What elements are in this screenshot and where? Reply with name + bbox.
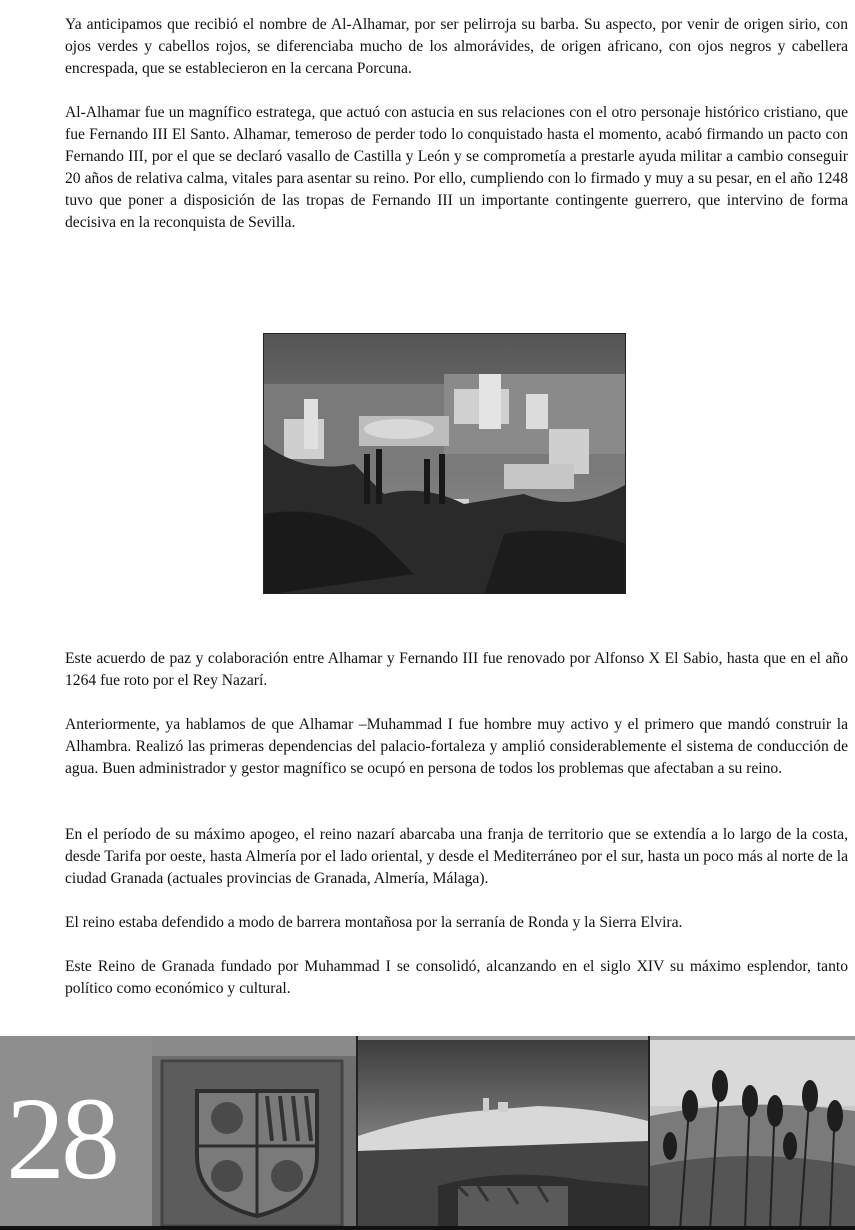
coat-of-arms-photo [152,1036,356,1230]
bottom-rule [0,1226,855,1230]
paragraph-4: Anteriormente, ya hablamos de que Alhamar –Muhammad I fue hombre muy activo y el primero que mandó construir la Alhambra. Realizó las primeras dependencias del palacio-fortaleza y amplió considerablemente el sistema de conducción de agua. Buen administrador y gestor magnífico se ocupó en persona de todos los problemas que afectaban a su reino. [65,716,848,777]
paragraph-5: En el período de su máximo apogeo, el reino nazarí abarcaba una franja de territorio que se extendía a lo largo de la costa, desde Tarifa por oeste, hasta Almería por el lado oriental, y desde el Mediterráneo por el sur, hasta un poco más al norte de la ciudad Granada (actuales provincias de Granada, Almería, Málaga). [65,826,848,887]
footer-banner [0,1036,855,1230]
alhambra-photo [263,333,626,594]
town-landscape-photo [358,1036,648,1230]
paragraph-7: Este Reino de Granada fundado por Muhammad I se consolidó, alcanzando en el siglo XIV su máximo esplendor, tanto político como económico y cultural. [65,958,848,997]
paragraph-1: Ya anticipamos que recibió el nombre de Al-Alhamar, por ser pelirroja su barba. Su aspecto, por venir de origen sirio, con ojos verdes y cabellos rojos, se diferenciaba mucho de los almorávides, de origen africano, con ojos negros y cabellera encrespada, que se establecieron en la cercana Porcuna. [65,16,848,77]
lavender-field-photo [650,1036,855,1230]
paragraph-3: Este acuerdo de paz y colaboración entre Alhamar y Fernando III fue renovado por Alfonso X El Sabio, hasta que en el año 1264 fue roto por el Rey Nazarí. [65,650,848,689]
paragraph-6: El reino estaba defendido a modo de barrera montañosa por la serranía de Ronda y la Sierra Elvira. [65,914,683,931]
page-number: 28 [6,1073,116,1204]
paragraph-2: Al-Alhamar fue un magnífico estratega, que actuó con astucia en sus relaciones con el otro personaje histórico cristiano, que fue Fernando III El Santo. Alhamar, temeroso de perder todo lo conquistado hasta el momento, acabó firmando un pacto con Fernando III, por el que se declaró vasallo de Castilla y León y se comprometía a prestarle ayuda militar a cambio conseguir 20 años de relativa calma, vitales para asentar su reino. Por ello, cumpliendo con lo firmado y muy a su pesar, en el año 1248 tuvo que poner a disposición de las tropas de Fernando III un importante contingente guerrero, que intervino de forma decisiva en la reconquista de Sevilla. [65,104,848,231]
page-number-box [0,1036,152,1230]
